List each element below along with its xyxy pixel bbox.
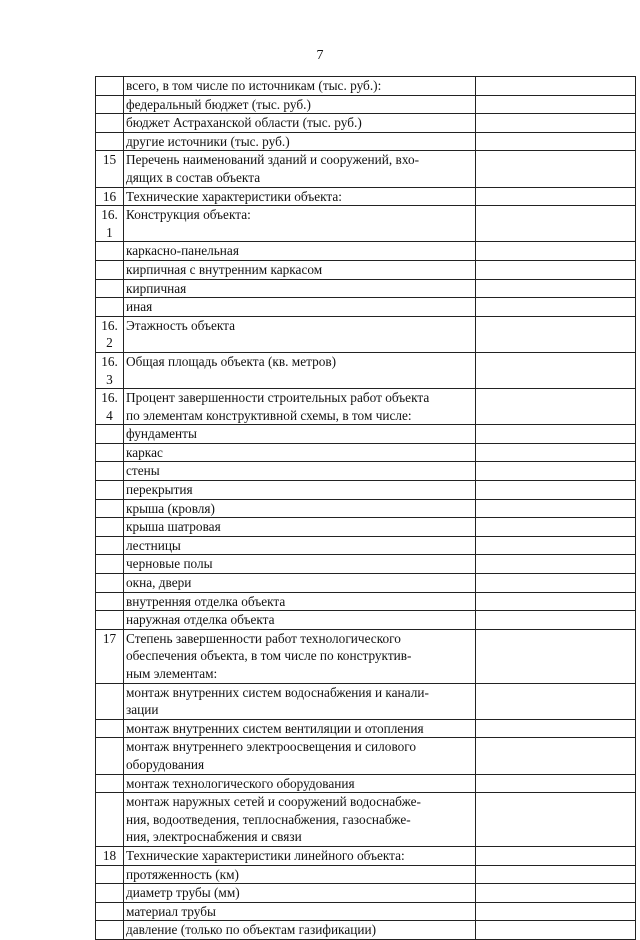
table-row: [96, 555, 636, 574]
value-cell[interactable]: [476, 921, 636, 940]
table-row: [96, 884, 636, 903]
table-row: [96, 793, 636, 847]
table-row: [96, 738, 636, 774]
row-label-line: крыша шатровая: [126, 519, 221, 535]
row-label-line: ным элементам:: [126, 666, 218, 681]
row-number: 15: [96, 151, 124, 187]
table-row: [96, 187, 636, 206]
row-number: [96, 719, 124, 738]
value-cell[interactable]: [476, 298, 636, 317]
value-cell[interactable]: [476, 260, 636, 279]
value-cell[interactable]: [476, 316, 636, 352]
value-cell[interactable]: [476, 132, 636, 151]
row-label-line: по элементам конструктивной схемы, в том числе:: [126, 407, 412, 423]
value-cell[interactable]: [476, 846, 636, 865]
value-cell[interactable]: [476, 683, 636, 719]
row-label: [124, 425, 476, 444]
row-label-line: обеспечения объекта, в том числе по конструктив-: [126, 648, 412, 664]
row-number: [96, 242, 124, 261]
row-number: [96, 902, 124, 921]
value-cell[interactable]: [476, 481, 636, 500]
row-label: [124, 95, 476, 114]
row-label-line: всего, в том числе по источникам (тыс. руб.):: [126, 78, 382, 93]
row-label: [124, 151, 476, 187]
row-label-line: Степень завершенности работ технологического: [126, 630, 401, 646]
row-number: [96, 592, 124, 611]
row-label: [124, 132, 476, 151]
row-label-line: монтаж внутренних систем водоснабжения и канали-: [126, 684, 429, 700]
row-label-line: Технические характеристики линейного объекта:: [126, 847, 405, 863]
row-label: [124, 77, 476, 96]
row-number: 17: [96, 629, 124, 683]
row-number: [96, 555, 124, 574]
row-label: [124, 481, 476, 500]
row-number: [96, 774, 124, 793]
row-label-line: дящих в состав объекта: [126, 169, 261, 185]
row-label: [124, 793, 476, 847]
row-number: [96, 574, 124, 593]
row-label-line: ния, водоотведения, теплоснабжения, газоснабже-: [126, 811, 411, 827]
page-number: 7: [316, 48, 324, 63]
row-label: [124, 352, 476, 388]
value-cell[interactable]: [476, 774, 636, 793]
value-cell[interactable]: [476, 555, 636, 574]
row-label-line: монтаж технологического оборудования: [126, 775, 355, 791]
row-label: [124, 719, 476, 738]
row-label-line: Перечень наименований зданий и сооружений, вхо-: [126, 152, 420, 168]
row-label: [124, 921, 476, 940]
table-row: [96, 77, 636, 96]
value-cell[interactable]: [476, 574, 636, 593]
row-label-line: черновые полы: [126, 556, 213, 572]
table-row: [96, 518, 636, 537]
row-label: [124, 902, 476, 921]
value-cell[interactable]: [476, 629, 636, 683]
row-number: [96, 132, 124, 151]
value-cell[interactable]: [476, 389, 636, 425]
row-label: [124, 260, 476, 279]
row-label-line: диаметр трубы (мм): [126, 885, 240, 901]
table-row: [96, 611, 636, 630]
row-number: [96, 260, 124, 279]
row-number: 16.4: [96, 389, 124, 425]
value-cell[interactable]: [476, 242, 636, 261]
table-row: [96, 260, 636, 279]
row-label: [124, 865, 476, 884]
row-label: [124, 738, 476, 774]
row-label-line: Процент завершенности строительных работ объекта: [126, 390, 430, 406]
row-label-line: монтаж наружных сетей и сооружений водоснабже-: [126, 794, 421, 810]
value-cell[interactable]: [476, 499, 636, 518]
table-row: [96, 114, 636, 133]
row-number: [96, 114, 124, 133]
row-label-line: материал трубы: [126, 903, 216, 919]
table-row: [96, 462, 636, 481]
value-cell[interactable]: [476, 151, 636, 187]
row-label-line: федеральный бюджет (тыс. руб.): [126, 96, 311, 112]
row-label-line: давление (только по объектам газификации): [126, 922, 376, 938]
value-cell[interactable]: [476, 902, 636, 921]
row-label: [124, 298, 476, 317]
row-label-line: оборудования: [126, 756, 205, 772]
table-row: [96, 683, 636, 719]
row-number: [96, 298, 124, 317]
row-number: [96, 462, 124, 481]
row-number: [96, 518, 124, 537]
table-row: [96, 206, 636, 242]
row-label-line: зации: [126, 702, 159, 718]
table-row: [96, 846, 636, 865]
row-label-line: перекрытия: [126, 482, 193, 498]
row-label-line: другие источники (тыс. руб.): [126, 133, 290, 149]
row-label-line: бюджет Астраханской области (тыс. руб.): [126, 115, 362, 131]
row-label: [124, 611, 476, 630]
row-label: [124, 462, 476, 481]
value-cell[interactable]: [476, 443, 636, 462]
row-label: [124, 518, 476, 537]
row-label: [124, 279, 476, 298]
row-label: [124, 114, 476, 133]
value-cell[interactable]: [476, 462, 636, 481]
row-label-line: окна, двери: [126, 575, 192, 591]
row-label-line: каркас: [126, 444, 163, 460]
row-label: [124, 555, 476, 574]
row-number: [96, 279, 124, 298]
value-cell[interactable]: [476, 719, 636, 738]
table-row: [96, 499, 636, 518]
row-label-line: внутренняя отделка объекта: [126, 593, 286, 609]
value-cell[interactable]: [476, 187, 636, 206]
row-label-line: ния, электроснабжения и связи: [126, 829, 302, 845]
row-label: [124, 316, 476, 352]
row-number: 16.1: [96, 206, 124, 242]
row-label: [124, 774, 476, 793]
table-row: [96, 95, 636, 114]
row-label-line: протяженность (км): [126, 866, 239, 882]
value-cell[interactable]: [476, 352, 636, 388]
row-number: [96, 443, 124, 462]
row-label: [124, 443, 476, 462]
value-cell[interactable]: [476, 95, 636, 114]
row-label-line: иная: [126, 299, 153, 315]
row-label-line: наружная отделка объекта: [126, 612, 275, 628]
row-label-line: Конструкция объекта:: [126, 207, 251, 223]
row-label: [124, 187, 476, 206]
row-number: [96, 536, 124, 555]
table-row: [96, 921, 636, 940]
table-row: [96, 592, 636, 611]
value-cell[interactable]: [476, 279, 636, 298]
row-label: [124, 629, 476, 683]
value-cell[interactable]: [476, 865, 636, 884]
value-cell[interactable]: [476, 793, 636, 847]
table-row: [96, 574, 636, 593]
row-number: [96, 793, 124, 847]
row-number: [96, 481, 124, 500]
table-row: [96, 629, 636, 683]
row-label-line: кирпичная: [126, 280, 187, 296]
row-label-line: Технические характеристики объекта:: [126, 188, 342, 204]
table-row: [96, 279, 636, 298]
table-row: [96, 481, 636, 500]
row-number: [96, 738, 124, 774]
row-label-line: стены: [126, 463, 160, 479]
row-number: 16.2: [96, 316, 124, 352]
value-cell[interactable]: [476, 114, 636, 133]
table-row: [96, 425, 636, 444]
row-number: [96, 884, 124, 903]
table-row: [96, 865, 636, 884]
row-number: 16.3: [96, 352, 124, 388]
row-label-line: крыша (кровля): [126, 500, 215, 516]
value-cell[interactable]: [476, 425, 636, 444]
table-row: [96, 719, 636, 738]
table-row: [96, 151, 636, 187]
row-number: [96, 499, 124, 518]
row-label: [124, 592, 476, 611]
table-row: [96, 443, 636, 462]
table-row: [96, 536, 636, 555]
row-number: [96, 611, 124, 630]
value-cell[interactable]: [476, 518, 636, 537]
row-label: [124, 884, 476, 903]
table-row: [96, 389, 636, 425]
table-row: [96, 242, 636, 261]
table-row: [96, 132, 636, 151]
row-label: [124, 242, 476, 261]
row-label: [124, 206, 476, 242]
table-row: [96, 774, 636, 793]
row-label-line: Этажность объекта: [126, 317, 236, 333]
row-label: [124, 574, 476, 593]
row-label-line: кирпичная с внутренним каркасом: [126, 261, 323, 277]
row-number: [96, 921, 124, 940]
row-label: [124, 389, 476, 425]
row-label-line: монтаж внутренних систем вентиляции и отопления: [126, 720, 424, 736]
table-row: [96, 902, 636, 921]
value-cell[interactable]: [476, 592, 636, 611]
row-label: [124, 499, 476, 518]
value-cell[interactable]: [476, 884, 636, 903]
row-label: [124, 846, 476, 865]
table-row: [96, 352, 636, 388]
row-number: 18: [96, 846, 124, 865]
object-characteristics-table: [95, 76, 636, 940]
value-cell[interactable]: [476, 738, 636, 774]
row-label-line: монтаж внутреннего электроосвещения и силового: [126, 739, 417, 755]
row-label-line: каркасно-панельная: [126, 243, 239, 259]
row-number: [96, 77, 124, 96]
row-label: [124, 536, 476, 555]
value-cell[interactable]: [476, 206, 636, 242]
table-row: [96, 316, 636, 352]
row-number: [96, 95, 124, 114]
row-number: [96, 865, 124, 884]
row-label: [124, 683, 476, 719]
value-cell[interactable]: [476, 536, 636, 555]
row-label-line: лестницы: [126, 537, 181, 553]
row-number: [96, 425, 124, 444]
value-cell[interactable]: [476, 611, 636, 630]
value-cell[interactable]: [476, 77, 636, 96]
row-label-line: Общая площадь объекта (кв. метров): [126, 353, 337, 369]
row-label-line: фундаменты: [126, 426, 197, 442]
row-number: 16: [96, 187, 124, 206]
row-number: [96, 683, 124, 719]
table-row: [96, 298, 636, 317]
